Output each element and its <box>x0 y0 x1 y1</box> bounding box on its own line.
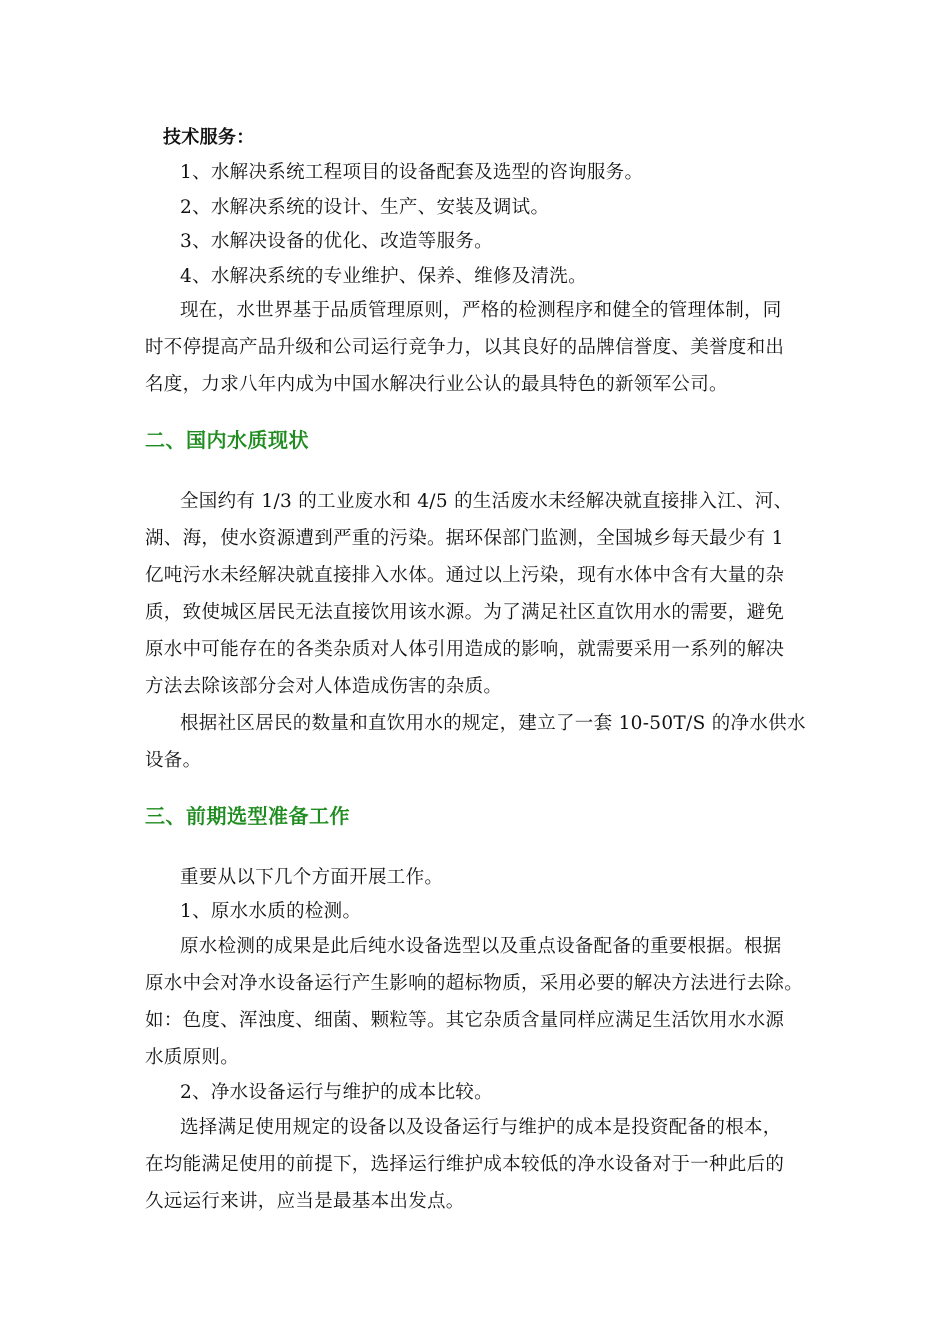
paragraph-line: 现在，水世界基于品质管理原则，严格的检测程序和健全的管理体制，同 <box>180 300 782 321</box>
list-item-title: 2、净水设备运行与维护的成本比较。 <box>180 1082 493 1103</box>
section-heading: 二、国内水质现状 <box>145 428 309 452</box>
tech-service-item: 1、水解决系统工程项目的设备配套及选型的咨询服务。 <box>180 162 644 183</box>
paragraph-line: 如：色度、浑浊度、细菌、颗粒等。其它杂质含量同样应满足生活饮用水水源 <box>145 1010 785 1031</box>
paragraph-line: 原水中可能存在的各类杂质对人体引用造成的影响，就需要采用一系列的解决 <box>145 639 785 660</box>
paragraph-line: 质，致使城区居民无法直接饮用该水源。为了满足社区直饮用水的需要，避免 <box>145 602 785 623</box>
paragraph-line: 选择满足使用规定的设备以及设备运行与维护的成本是投资配备的根本， <box>180 1117 782 1138</box>
paragraph-line: 时不停提高产品升级和公司运行竞争力，以其良好的品牌信誉度、美誉度和出 <box>145 337 785 358</box>
paragraph-line: 名度，力求八年内成为中国水解决行业公认的最具特色的新领军公司。 <box>145 374 728 395</box>
paragraph-line: 水质原则。 <box>145 1047 240 1068</box>
tech-service-item: 2、水解决系统的设计、生产、安装及调试。 <box>180 197 550 218</box>
tech-service-item: 4、水解决系统的专业维护、保养、维修及清洗。 <box>180 266 587 287</box>
paragraph-line: 原水中会对净水设备运行产生影响的超标物质，采用必要的解决方法进行去除。 <box>145 973 804 994</box>
paragraph-line: 重要从以下几个方面开展工作。 <box>180 867 444 888</box>
paragraph-line: 设备。 <box>145 750 202 771</box>
paragraph-line: 久远运行来讲，应当是最基本出发点。 <box>145 1191 465 1212</box>
paragraph-line: 亿吨污水未经解决就直接排入水体。通过以上污染，现有水体中含有大量的杂 <box>145 565 785 586</box>
paragraph-line: 在均能满足使用的前提下，选择运行维护成本较低的净水设备对于一种此后的 <box>145 1154 785 1175</box>
list-item-title: 1、原水水质的检测。 <box>180 901 362 922</box>
section-heading: 三、前期选型准备工作 <box>145 804 350 828</box>
paragraph-line: 全国约有 1/3 的工业废水和 4/5 的生活废水未经解决就直接排入江、河、 <box>180 491 793 512</box>
paragraph-line: 根据社区居民的数量和直饮用水的规定，建立了一套 10-50T/S 的净水供水 <box>180 713 806 734</box>
paragraph-line: 原水检测的成果是此后纯水设备选型以及重点设备配备的重要根据。根据 <box>180 936 782 957</box>
tech-service-item: 3、水解决设备的优化、改造等服务。 <box>180 231 493 252</box>
paragraph-line: 湖、海，使水资源遭到严重的污染。据环保部门监测，全国城乡每天最少有 1 <box>145 528 784 549</box>
paragraph-line: 方法去除该部分会对人体造成伤害的杂质。 <box>145 676 503 697</box>
tech-service-label: 技术服务： <box>163 127 255 148</box>
